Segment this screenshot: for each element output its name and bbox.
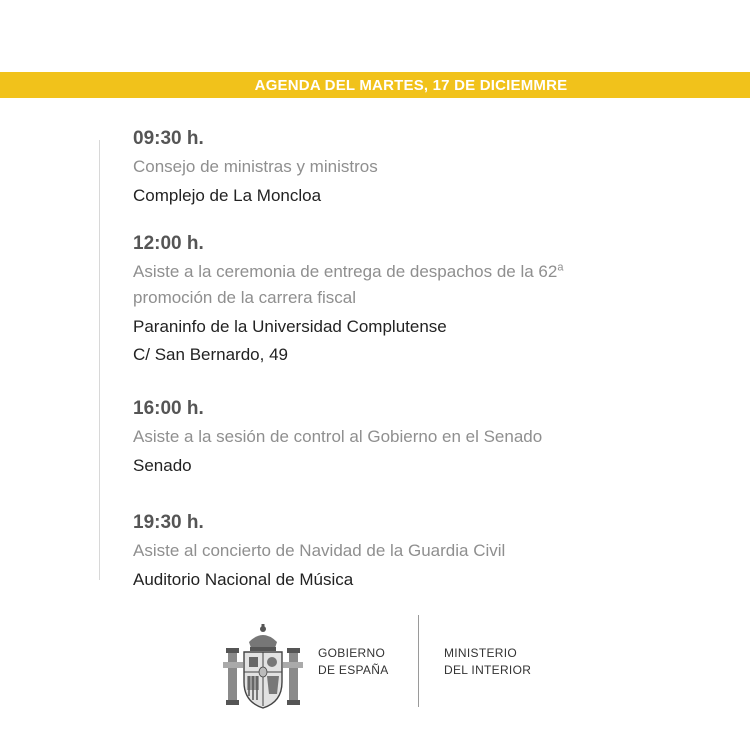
government-name: GOBIERNO DE ESPAÑA	[318, 646, 389, 677]
event-4	[133, 512, 505, 594]
ordinal-superscript: a	[557, 261, 564, 274]
event-time: 19:30 h.	[133, 512, 204, 533]
event-description-line2: promoción de la carrera fiscal	[133, 288, 356, 307]
event-location: Complejo de La Moncloa	[133, 186, 322, 205]
event-location: Auditorio Nacional de Música	[133, 570, 354, 589]
event-description-line1: Asiste a la ceremonia de entrega de despachos de la 62	[133, 262, 558, 281]
event-1	[133, 128, 378, 210]
event-description: Consejo de ministras y ministros	[133, 157, 378, 176]
event-location-line1: Paraninfo de la Universidad Complutense	[133, 317, 447, 336]
timeline-line	[99, 140, 100, 580]
agenda-title: AGENDA DEL MARTES, 17 DE DICIEMMRE	[254, 76, 568, 94]
event-location: Senado	[133, 456, 192, 475]
agenda-banner	[0, 72, 750, 98]
logo-divider	[418, 615, 419, 707]
event-time: 16:00 h.	[133, 398, 204, 419]
event-description: Asiste a la sesión de control al Gobierno en el Senado	[133, 427, 543, 446]
coat-of-arms-icon	[222, 620, 304, 712]
event-location	[133, 313, 563, 369]
event-time: 09:30 h.	[133, 128, 204, 149]
event-2	[133, 233, 563, 369]
ministry-name: MINISTERIO DEL INTERIOR	[444, 646, 532, 677]
event-time: 12:00 h.	[133, 233, 204, 254]
event-description	[133, 259, 563, 311]
event-3	[133, 398, 542, 480]
event-location-line2: C/ San Bernardo, 49	[133, 345, 288, 364]
event-description: Asiste al concierto de Navidad de la Guardia Civil	[133, 541, 506, 560]
